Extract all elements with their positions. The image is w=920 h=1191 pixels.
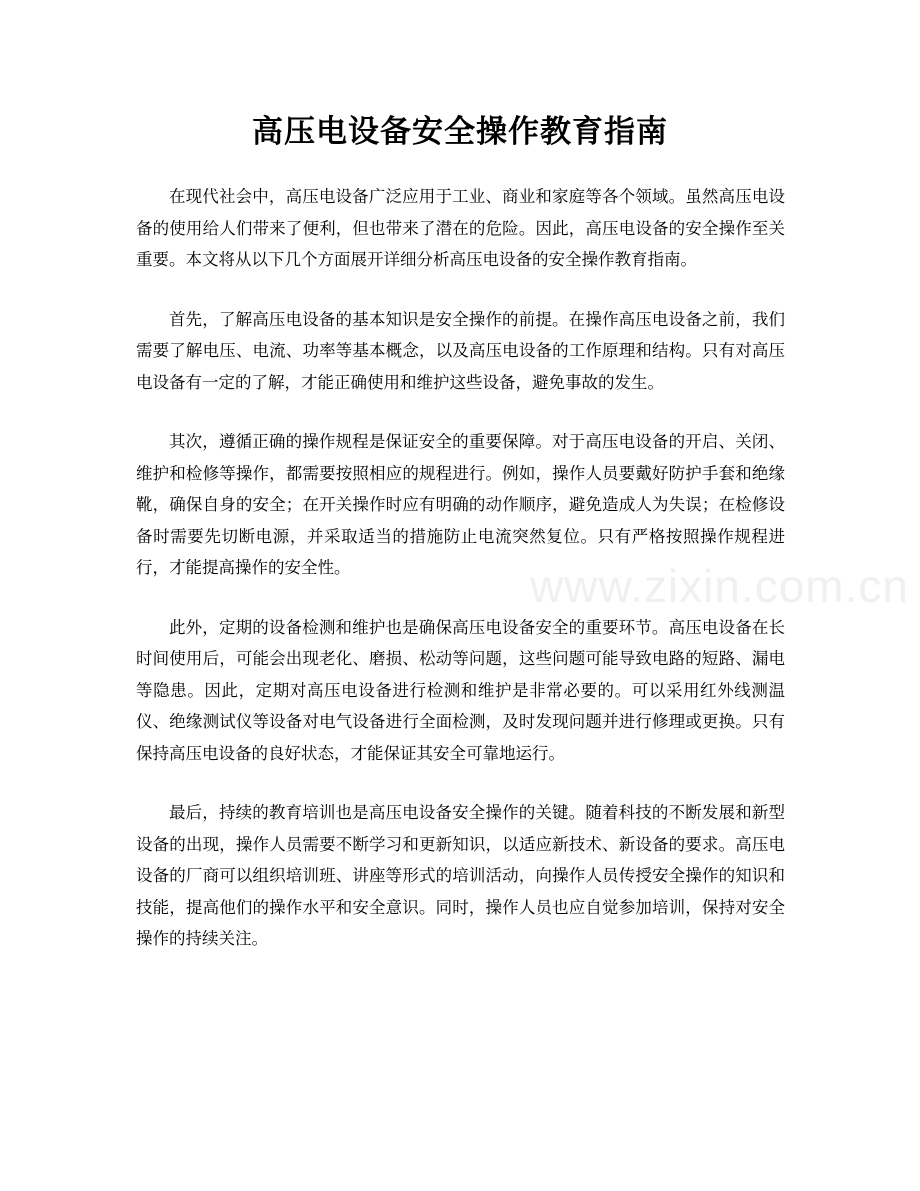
watermark: www.zixin.com.cn xyxy=(530,560,909,612)
paragraph-inspection-maintenance: 此外，定期的设备检测和维护也是确保高压电设备安全的重要环节。高压电设备在长时间使用后，可能会出现老化、磨损、松动等问题，这些问题可能导致电路的短路、漏电等隐患。因此，定期对高压电设备进行检测和维护是非常必要的。可以采用红外线测温仪、绝缘测试仪等设备对电气设备进行全面检测，及时发现问题并进行修理或更换。只有保持高压电设备的良好状态，才能保证其安全可靠地运行。 xyxy=(136,617,785,763)
paragraph-intro: 在现代社会中，高压电设备广泛应用于工业、商业和家庭等各个领域。虽然高压电设备的使用给人们带来了便利，但也带来了潜在的危险。因此，高压电设备的安全操作至关重要。本文将从以下几个方面展开详细分析高压电设备的安全操作教育指南。 xyxy=(136,187,785,269)
paragraph-operating-rules: 其次，遵循正确的操作规程是保证安全的重要保障。对于高压电设备的开启、关闭、维护和检修等操作，都需要按照相应的规程进行。例如，操作人员要戴好防护手套和绝缘靴，确保自身的安全；在开关操作时应有明确的动作顺序，避免造成人为失误；在检修设备时需要先切断电源，并采取适当的措施防止电流突然复位。只有严格按照操作规程进行，才能提高操作的安全性。 xyxy=(136,432,785,577)
paragraph-basic-knowledge: 首先，了解高压电设备的基本知识是安全操作的前提。在操作高压电设备之前，我们需要了解电压、电流、功率等基本概念，以及高压电设备的工作原理和结构。只有对高压电设备有一定的了解，才能正确使用和维护这些设备，避免事故的发生。 xyxy=(136,309,785,392)
document-body xyxy=(136,181,785,983)
paragraph-training: 最后，持续的教育培训也是高压电设备安全操作的关键。随着科技的不断发展和新型设备的出现，操作人员需要不断学习和更新知识，以适应新技术、新设备的要求。高压电设备的厂商可以组织培训班、讲座等形式的培训活动，向操作人员传授安全操作的知识和技能，提高他们的操作水平和安全意识。同时，操作人员也应自觉参加培训，保持对安全操作的持续关注。 xyxy=(136,803,785,948)
document-title: 高压电设备安全操作教育指南 xyxy=(252,114,668,150)
